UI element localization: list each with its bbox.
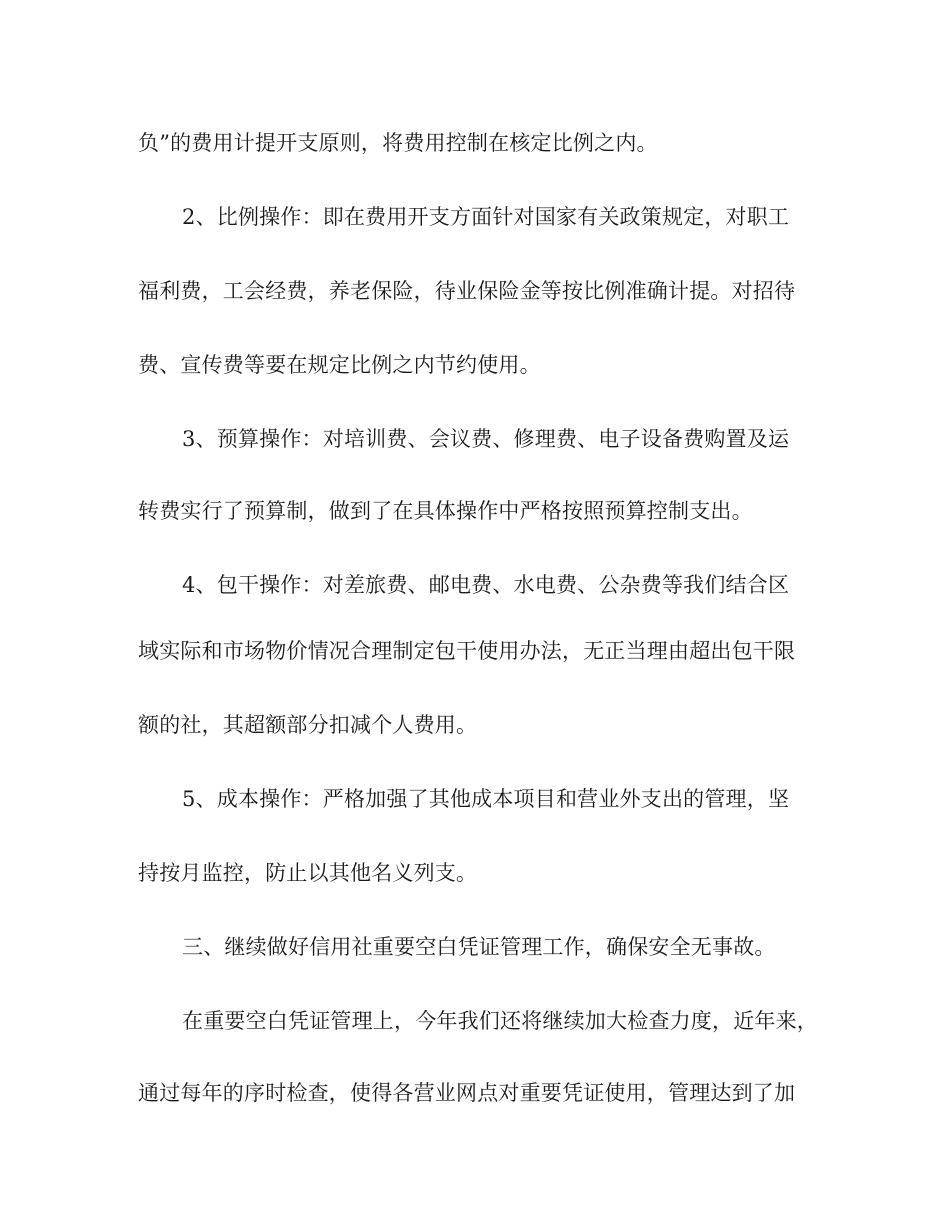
text-line: 2、比例操作：即在费用开支方面针对国家有关政策规定，对职工 xyxy=(182,205,790,229)
text-line: 域实际和市场物价情况合理制定包干使用办法，无正当理由超出包干限 xyxy=(138,639,796,663)
text-line: 通过每年的序时检查，使得各营业网点对重要凭证使用，管理达到了加 xyxy=(138,1081,796,1105)
text-line: 额的社，其超额部分扣减个人费用。 xyxy=(138,713,478,737)
text-line: 费、宣传费等要在规定比例之内节约使用。 xyxy=(138,353,541,377)
text-line: 4、包干操作：对差旅费、邮电费、水电费、公杂费等我们结合区 xyxy=(182,573,790,597)
text-line: 福利费，工会经费，养老保险，待业保险金等按比例准确计提。对招待 xyxy=(138,279,796,303)
text-line: 转费实行了预算制，做到了在具体操作中严格按照预算控制支出。 xyxy=(138,499,753,523)
text-line: 3、预算操作：对培训费、会议费、修理费、电子设备费购置及运 xyxy=(182,427,790,451)
text-line: 持按月监控，防止以其他名义列支。 xyxy=(138,861,478,885)
text-line: 在重要空白凭证管理上，今年我们还将继续加大检查力度，近年来， xyxy=(182,1009,818,1033)
text-line: 三、继续做好信用社重要空白凭证管理工作，确保安全无事故。 xyxy=(182,935,776,959)
text-line: 5、成本操作：严格加强了其他成本项目和营业外支出的管理，坚 xyxy=(182,787,790,811)
text-line: 负”的费用计提开支原则，将费用控制在核定比例之内。 xyxy=(138,131,658,155)
